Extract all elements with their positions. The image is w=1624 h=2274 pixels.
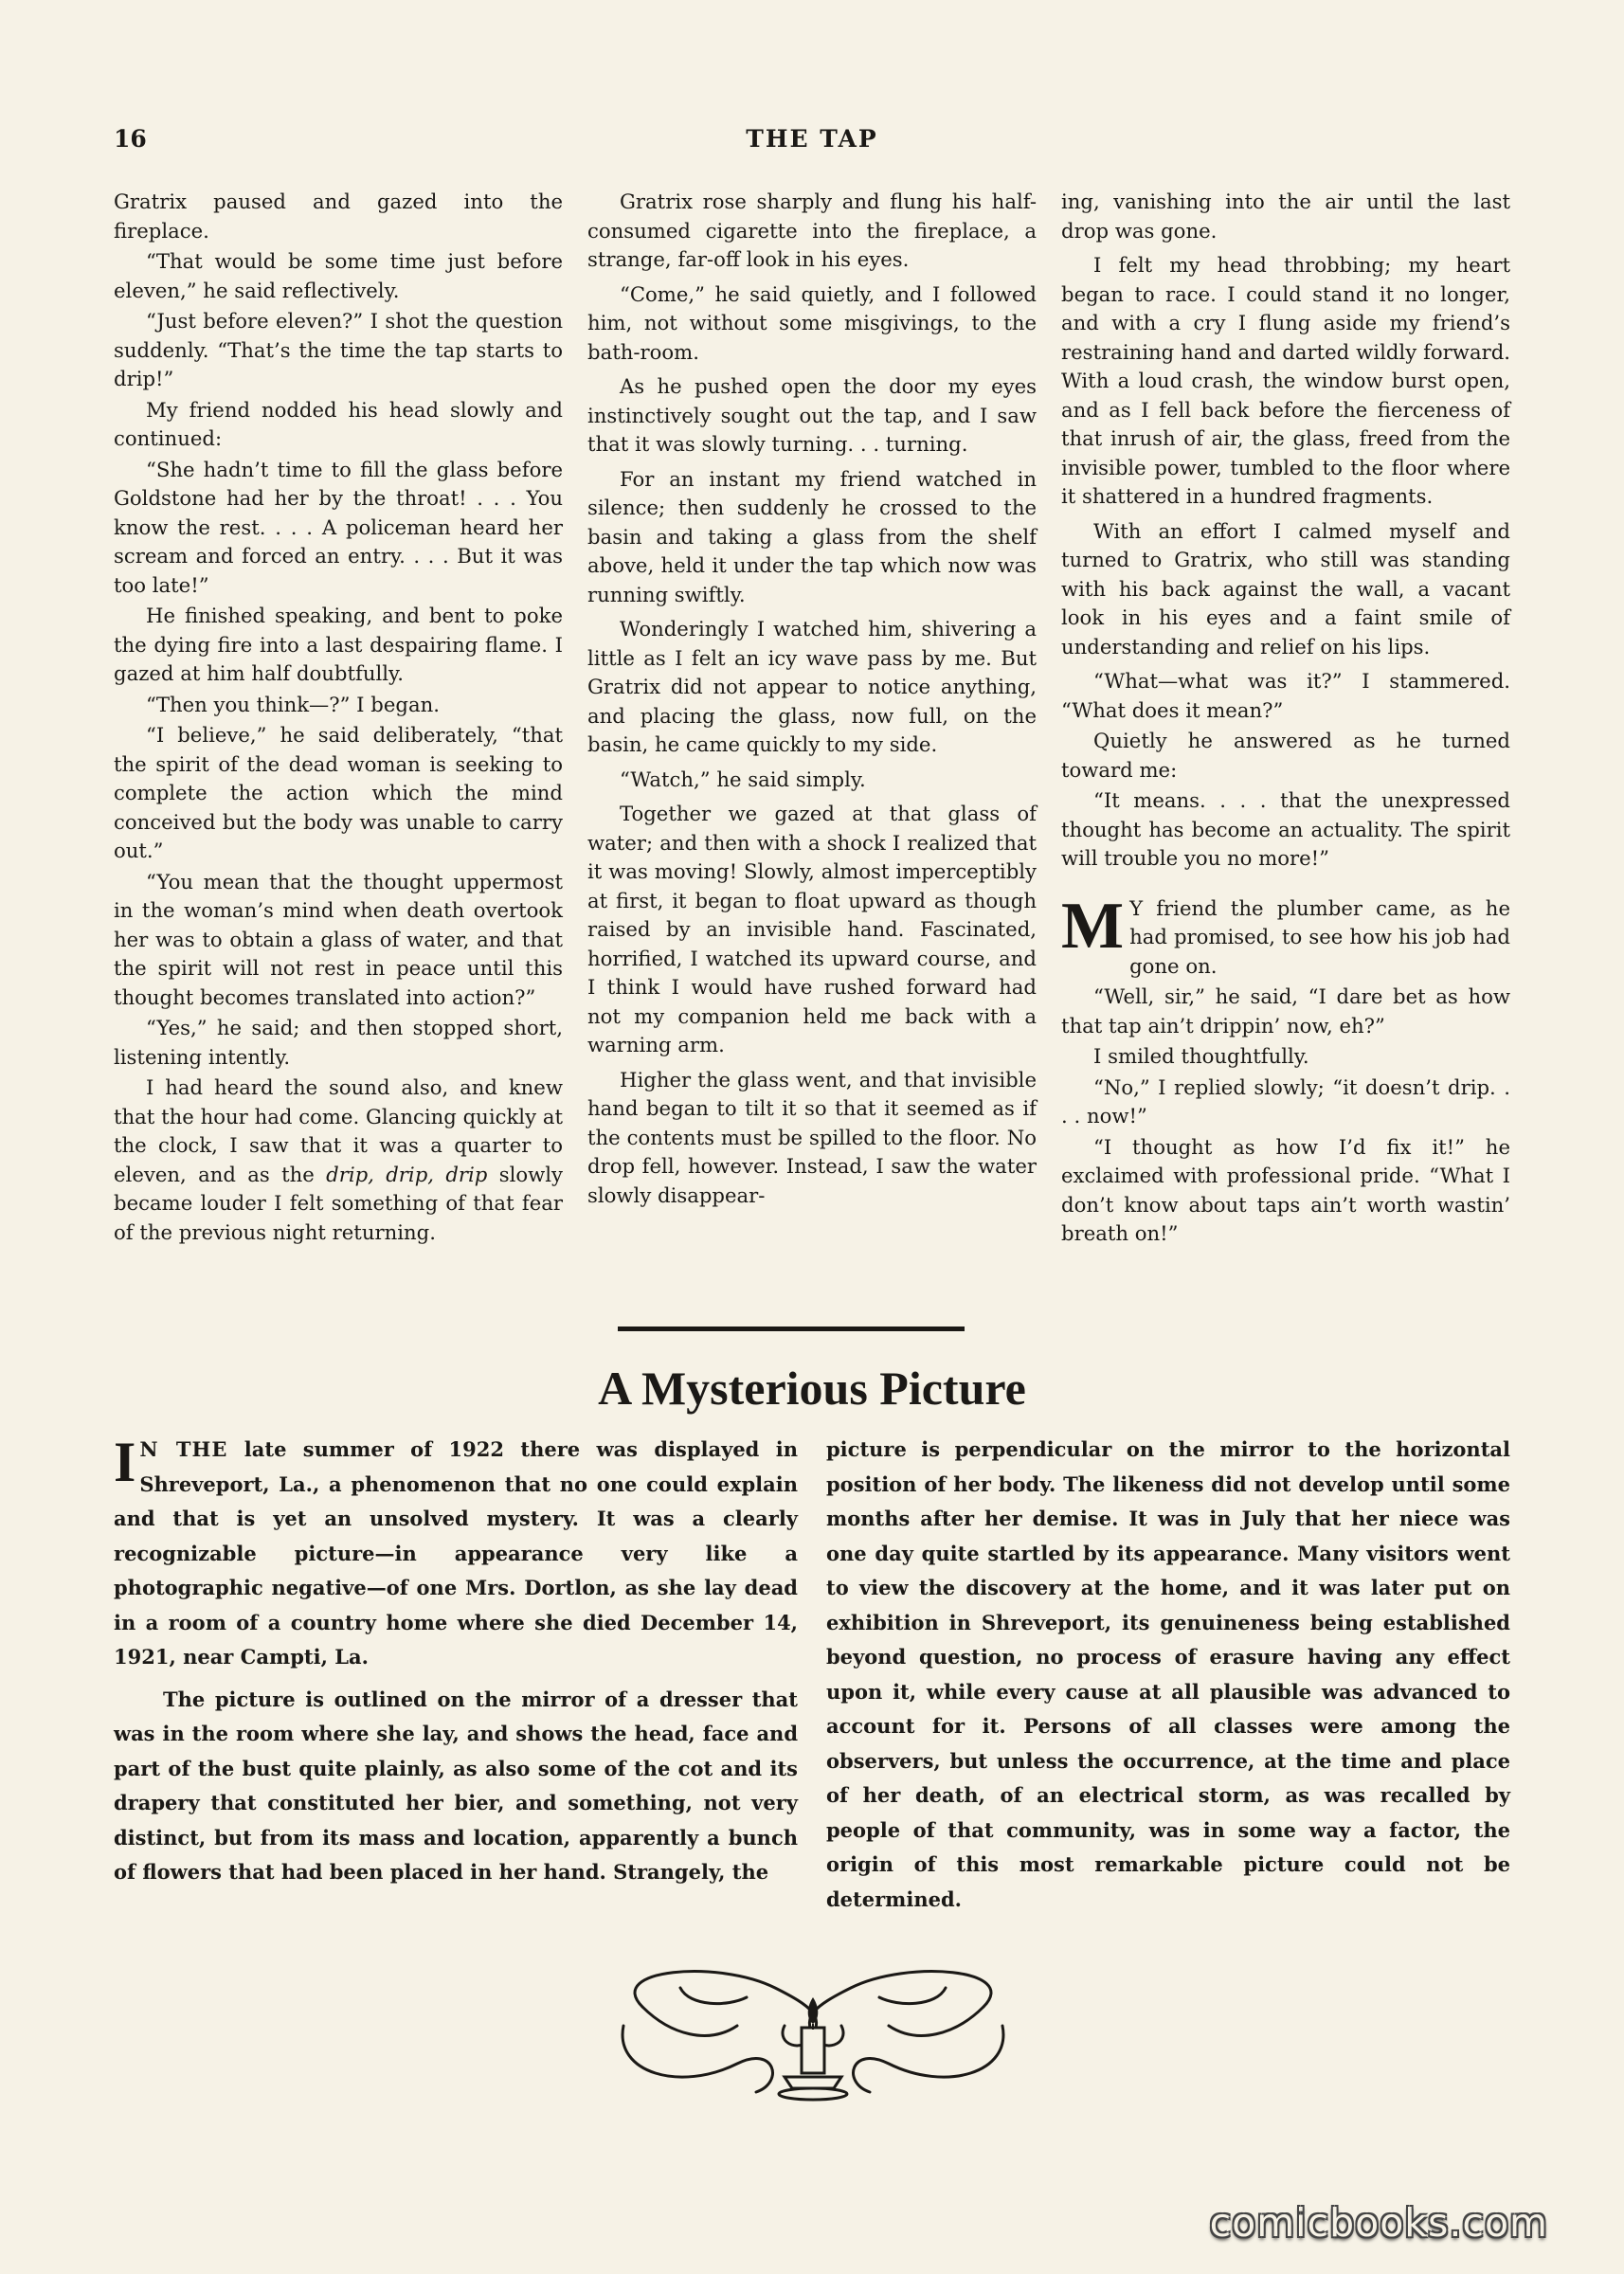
paragraph: “That would be some time just before eleven,” he said reflectively.: [114, 249, 563, 302]
paragraph-text: late summer of 1922 there was displayed in Shreveport, La., a phenomenon that no one could explain and that is yet an unsolved mystery. It was a clearly recognizable picture—in appearance very like a photographic negative—of one Mrs. Dortlon, as she lay dead in a room of a country home where she died December 14, 1921, near Campti, La.: [114, 1437, 798, 1669]
paragraph: “It means. . . . that the unexpressed thought has become an actuality. The spirit will trouble you no more!”: [1061, 788, 1510, 870]
paragraph: “Well, sir,” he said, “I dare bet as how that tap ain’t drippin’ now, eh?”: [1061, 984, 1510, 1038]
paragraph: “I thought as how I’d fix it!” he exclaimed with professional pride. “What I don’t know about taps ain’t worth wastin’ breath on!”: [1061, 1134, 1510, 1245]
article-column-1: [114, 1433, 798, 1897]
paragraph: Gratrix rose sharply and flung his half-consumed cigarette into the fireplace, a strange, far-off look in his eyes.: [587, 190, 1037, 271]
candle-flourish-ornament-icon: [586, 1950, 1040, 2111]
paragraph: “Come,” he said quietly, and I followed him, not without some misgivings, to the bath-room.: [587, 281, 1037, 364]
article-paragraph: [114, 1433, 798, 1675]
paragraph: ing, vanishing into the air until the last drop was gone.: [1061, 190, 1510, 243]
drop-cap: M: [1061, 889, 1125, 963]
paragraph: “You mean that the thought uppermost in the woman’s mind when death overtook her was to obtain a glass of water, and that the spirit will not rest in peace until this thought becomes translated into action?”: [114, 869, 563, 1009]
paragraph: “Yes,” he said; and then stopped short, listening intently.: [114, 1016, 563, 1069]
paragraph: I felt my head throbbing; my heart began to race. I could stand it no longer, and with a cry I flung aside my friend’s restraining hand and darted wildly forward. With a loud crash, the window burst open, and as I fell back before the fierceness of that inrush of air, the glass, freed from the invisible power, tumbled to the floor where it shattered in a hundred fragments.: [1061, 253, 1510, 508]
paragraph: “Then you think—?” I began.: [146, 692, 440, 716]
paragraph: “Just before eleven?” I shot the question suddenly. “That’s the time the tap starts to drip!”: [114, 309, 563, 390]
paragraph-text: Y friend the plumber came, as he had promised, to see how his job had gone on.: [1129, 895, 1510, 978]
drop-cap: I: [114, 1431, 136, 1493]
paragraph: Wonderingly I watched him, shivering a little as I felt an icy wave pass by me. But Gratrix did not appear to notice anything, and placing the glass, now full, on the basin, he came quickly to my side.: [587, 617, 1037, 756]
paragraph: “She hadn’t time to fill the glass before Goldstone had her by the throat! . . . You know the rest. . . . A policeman heard her scream and forced an entry. . . . But it was too late!”: [114, 457, 563, 597]
drip-italic-text: drip, drip, drip: [326, 1162, 488, 1186]
story-column-3: [1061, 188, 1510, 1306]
paragraph: Higher the glass went, and that invisible hand began to tilt it so that it seemed as if the contents must be spilled to the floor. No drop fell, however. Instead, I saw the water slowly disappear-: [587, 1067, 1037, 1207]
paragraph: “What—what was it?” I stammered. “What does it mean?”: [1061, 669, 1510, 722]
section-divider-rule: [618, 1326, 965, 1331]
story-column-2: [587, 188, 1037, 1306]
paragraph: “I believe,” he said deliberately, “that the spirit of the dead woman is seeking to complete the action which the mind conceived but the body was unable to carry out.”: [114, 723, 563, 862]
running-title: THE TAP: [746, 125, 878, 153]
paragraph: [114, 1074, 563, 1247]
paragraph: As he pushed open the door my eyes instinctively sought out the tap, and I saw that it was slowly turning. . . turning.: [587, 374, 1037, 456]
epilogue-paragraph: [1061, 889, 1510, 982]
page-header: [114, 125, 1510, 163]
story-columns: [114, 188, 1510, 1306]
page-number: 16: [114, 125, 147, 153]
article-paragraph: picture is perpendicular on the mirror to the horizontal position of her body. The likeness did not develop until some months after her demise. It was in July that her niece was one day quite startled by its appearance. Many visitors went to view the discovery at the home, and it was later put on exhibition in Shreveport, its genuineness being established beyond question, no process of erasure having any effect upon it, while every cause at all plausible was advanced to account for it. Persons of all classes were among the observers, but unless the occurrence, at the time and place of her death, of an electrical storm, as was recalled by people of that community, was in some way a factor, the origin of this most remarkable picture could not be determined.: [826, 1437, 1510, 1911]
paragraph: For an instant my friend watched in silence; then suddenly he crossed to the basin and taking a glass from the shelf above, held it under the tap which now was running swiftly.: [587, 466, 1037, 606]
article-title: A Mysterious Picture: [598, 1362, 1026, 1415]
paragraph: Together we gazed at that glass of water; and then with a shock I realized that it was moving! Slowly, almost imperceptibly at first, it began to float upward as though raised by an invisible hand. Fascinated, horrified, I watched its upward course, and I think I would have rushed forward had not my companion held me back with a warning arm.: [587, 802, 1037, 1056]
paragraph: Gratrix paused and gazed into the fireplace.: [114, 190, 563, 243]
article-columns: [114, 1431, 1510, 1911]
paragraph: He finished speaking, and bent to poke the dying fire into a last despairing flame. I gazed at him half doubtfully.: [114, 604, 563, 685]
paragraph: I smiled thoughtfully.: [1093, 1044, 1309, 1068]
watermark: comicbooks.com: [1209, 2200, 1548, 2246]
paragraph: “No,” I replied slowly; “it doesn’t drip. . . . now!”: [1061, 1074, 1510, 1128]
lead-in-text: N THE: [139, 1437, 228, 1461]
article-column-2: [826, 1433, 1510, 1911]
article-paragraph: The picture is outlined on the mirror of a dresser that was in the room where she lay, and shows the head, face and part of the bust quite plainly, as also some of the cot and its drapery that constituted her bier, and something, not very distinct, but from its mass and location, apparently a bunch of flowers that had been placed in her hand. Strangely, the: [114, 1687, 798, 1884]
paragraph-text: slowly became louder I felt something of that fear of the previous night returning.: [114, 1162, 563, 1244]
paragraph-text: I had heard the sound also, and knew that the hour had come. Glancing quickly at the clock, I saw that it was a quarter to eleven, and as the: [114, 1075, 563, 1186]
paragraph: “Watch,” he said simply.: [620, 767, 866, 791]
paragraph: My friend nodded his head slowly and continued:: [114, 397, 563, 450]
story-column-1: [114, 188, 563, 1306]
paragraph: With an effort I calmed myself and turned to Gratrix, who still was standing with his back against the wall, a vacant look in his eyes and a faint smile of understanding and relief on his lips.: [1061, 518, 1510, 659]
paragraph: Quietly he answered as he turned toward me:: [1061, 729, 1510, 782]
